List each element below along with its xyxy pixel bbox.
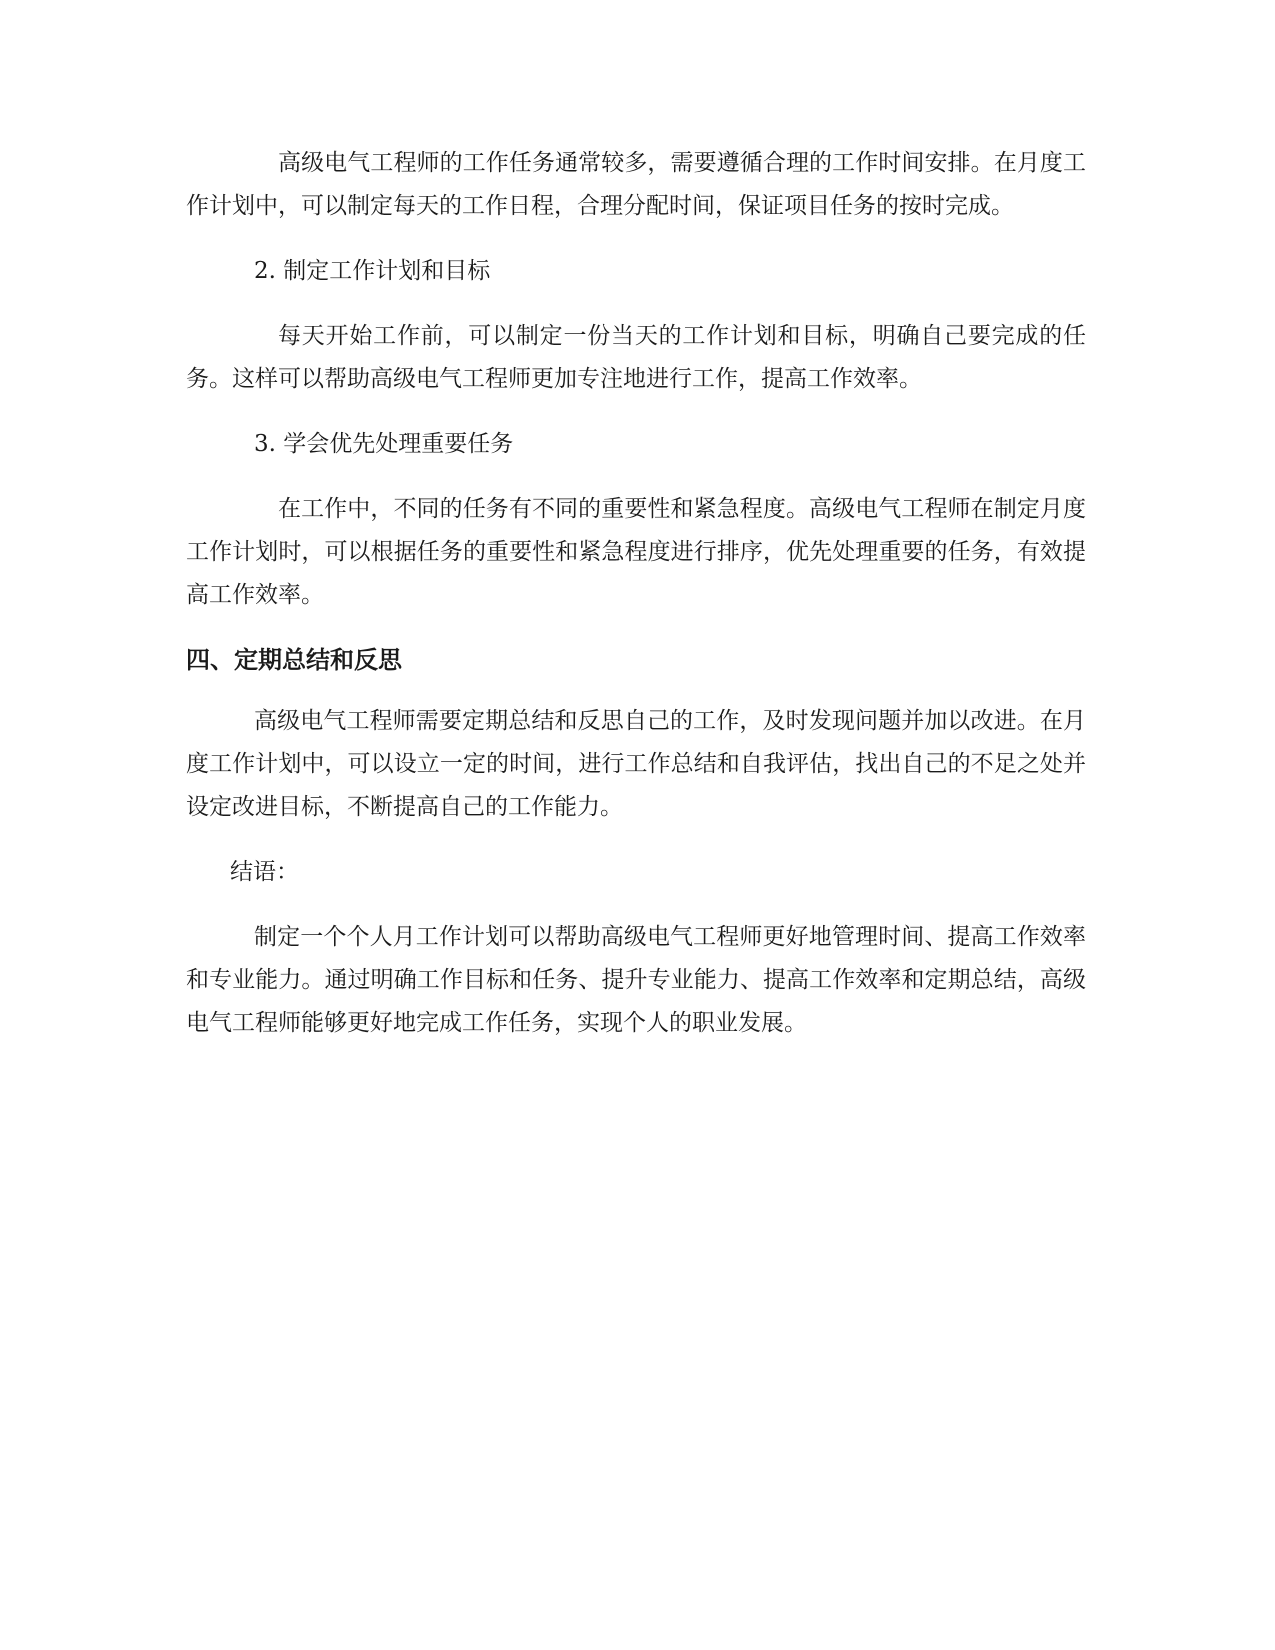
list-item-3-body: 在工作中，不同的任务有不同的重要性和紧急程度。高级电气工程师在制定月度工作计划时，可以根据任务的重要性和紧急程度进行排序，优先处理重要的任务，有效提高工作效率。 bbox=[186, 496, 1086, 608]
paragraph-time-schedule: 高级电气工程师的工作任务通常较多，需要遵循合理的工作时间安排。在月度工作计划中，可以制定每天的工作日程，合理分配时间，保证项目任务的按时完成。 bbox=[186, 150, 1086, 219]
section-4-heading: 四、定期总结和反思 bbox=[186, 646, 402, 674]
list-item-2-body: 每天开始工作前，可以制定一份当天的工作计划和目标，明确自己要完成的任务。这样可以帮助高级电气工程师更加专注地进行工作，提高工作效率。 bbox=[186, 323, 1086, 392]
list-item-2-title: 2. 制定工作计划和目标 bbox=[254, 258, 491, 284]
closing-body: 制定一个个人月工作计划可以帮助高级电气工程师更好地管理时间、提高工作效率和专业能力。通过明确工作目标和任务、提升专业能力、提高工作效率和定期总结，高级电气工程师能够更好地完成工作任务，实现个人的职业发展。 bbox=[186, 924, 1086, 1036]
closing-label: 结语： bbox=[230, 859, 299, 885]
list-item-3-title: 3. 学会优先处理重要任务 bbox=[254, 431, 514, 457]
document-body bbox=[186, 142, 1086, 1067]
section-4-body: 高级电气工程师需要定期总结和反思自己的工作，及时发现问题并加以改进。在月度工作计划中，可以设立一定的时间，进行工作总结和自我评估，找出自己的不足之处并设定改进目标，不断提高自己的工作能力。 bbox=[186, 708, 1086, 820]
